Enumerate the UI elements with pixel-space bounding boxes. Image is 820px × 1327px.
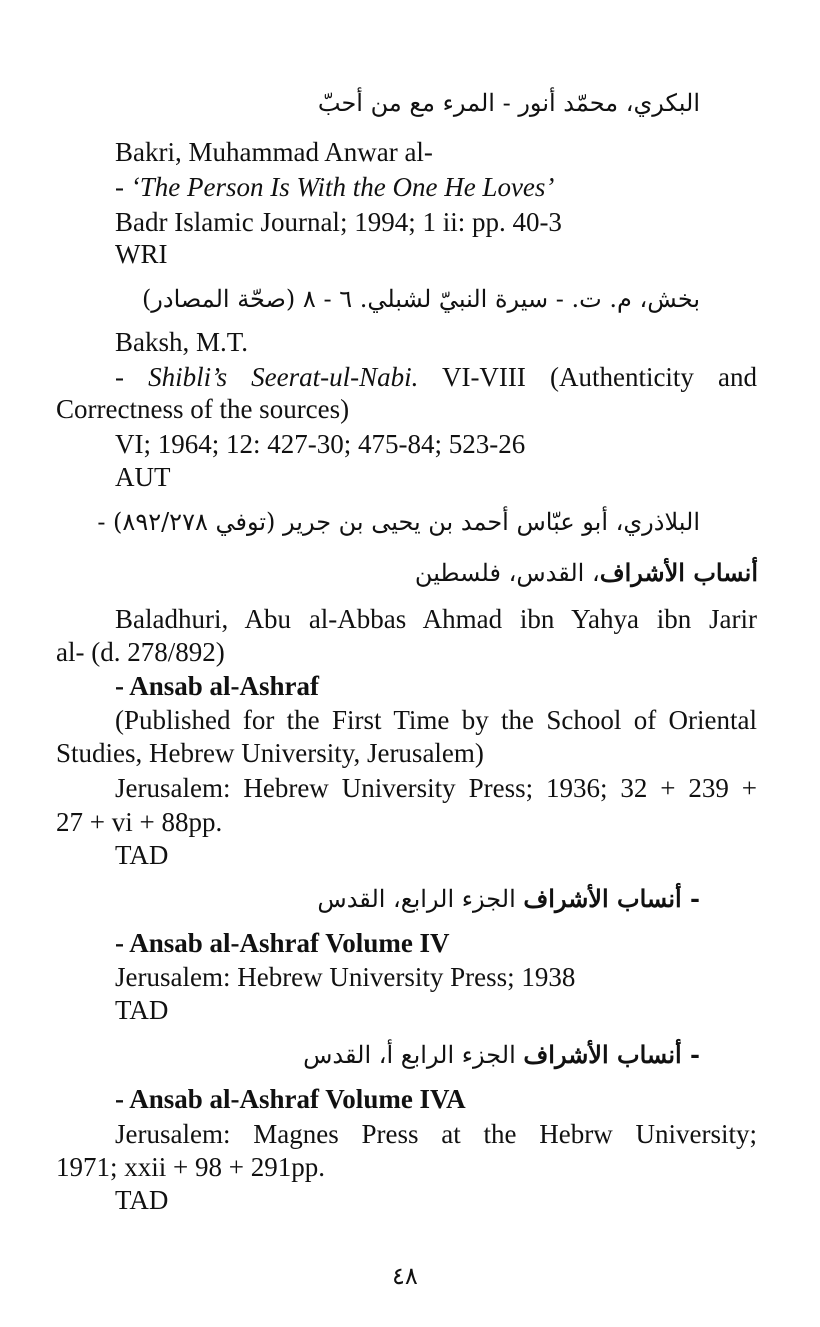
entry-2-title-italic: Shibli’s Seerat-ul-Nabi. bbox=[148, 362, 419, 392]
entry-3-publication-line-1: Jerusalem: Hebrew University Press; 1936; 32 + 239 + bbox=[115, 773, 757, 803]
entry-3-arabic-title: أنساب الأشراف bbox=[599, 558, 758, 587]
entry-4-publication: Jerusalem: Hebrew University Press; 1938 bbox=[115, 962, 576, 992]
entry-3-author-line-1: Baladhuri, Abu al-Abbas Ahmad ibn Yahya ibn Jarir bbox=[115, 604, 757, 634]
entry-3-arabic-heading-line-1: البلاذري، أبو عبّاس أحمد بن يحيى بن جرير (توفي ٨٩٢/٢٧٨) - bbox=[97, 508, 700, 536]
entry-2-title-rest: VI-VIII (Authenticity and bbox=[418, 362, 757, 392]
entry-5-arabic-rest: الجزء الرابع أ، القدس bbox=[303, 1041, 524, 1069]
entry-3-title: - Ansab al-Ashraf bbox=[115, 671, 320, 701]
entry-3-author-line-2: al- (d. 278/892) bbox=[56, 637, 225, 667]
entry-2-title-line-1 bbox=[115, 361, 757, 393]
entry-1-publication: Badr Islamic Journal; 1994; 1 ii: pp. 40-3 bbox=[115, 207, 562, 237]
entry-1-author: Bakri, Muhammad Anwar al- bbox=[115, 137, 433, 167]
entry-3-arabic-heading-line-2 bbox=[415, 556, 758, 590]
entry-3-publication-line-2: 27 + vi + 88pp. bbox=[56, 807, 223, 837]
entry-3-code: TAD bbox=[115, 840, 169, 870]
entry-2-arabic-heading: بخش، م. ت. - سيرة النبيّ لشبلي. ٦ - ٨ (صحّة المصادر) bbox=[141, 285, 700, 313]
entry-5-arabic-heading bbox=[303, 1038, 700, 1072]
entry-4-code: TAD bbox=[115, 995, 169, 1025]
entry-4-arabic-rest: الجزء الرابع، القدس bbox=[317, 885, 524, 913]
entry-2-title-line-2: Correctness of the sources) bbox=[56, 394, 350, 424]
entry-1-title: - ‘The Person Is With the One He Loves’ bbox=[115, 172, 555, 202]
entry-2-author: Baksh, M.T. bbox=[115, 327, 248, 357]
entry-3-arabic-rest: ، القدس، فلسطين bbox=[414, 559, 600, 587]
entry-5-code: TAD bbox=[115, 1185, 169, 1215]
entry-2-publication: VI; 1964; 12: 427-30; 475-84; 523-26 bbox=[115, 429, 526, 459]
entry-1-code: WRI bbox=[115, 239, 168, 269]
page-number: ٤٨ bbox=[392, 1262, 418, 1290]
entry-5-publication-line-1: Jerusalem: Magnes Press at the Hebrw University; bbox=[115, 1119, 757, 1149]
entry-2-code: AUT bbox=[115, 462, 171, 492]
entry-3-note-line-2: Studies, Hebrew University, Jerusalem) bbox=[56, 738, 484, 768]
entry-3-note-line-1: (Published for the First Time by the School of Oriental bbox=[115, 705, 757, 735]
entry-5-title: - Ansab al-Ashraf Volume IVA bbox=[115, 1084, 466, 1114]
entry-2-title-prefix: - bbox=[115, 362, 149, 392]
entry-4-arabic-title: - أنساب الأشراف bbox=[523, 884, 700, 913]
entry-4-arabic-heading bbox=[317, 882, 700, 916]
entry-4-title: - Ansab al-Ashraf Volume IV bbox=[115, 928, 450, 958]
entry-1-arabic-heading: البكري، محمّد أنور - المرء مع من أحبّ bbox=[317, 89, 700, 117]
entry-5-arabic-title: - أنساب الأشراف bbox=[523, 1040, 700, 1069]
entry-5-publication-line-2: 1971; xxii + 98 + 291pp. bbox=[56, 1152, 325, 1182]
